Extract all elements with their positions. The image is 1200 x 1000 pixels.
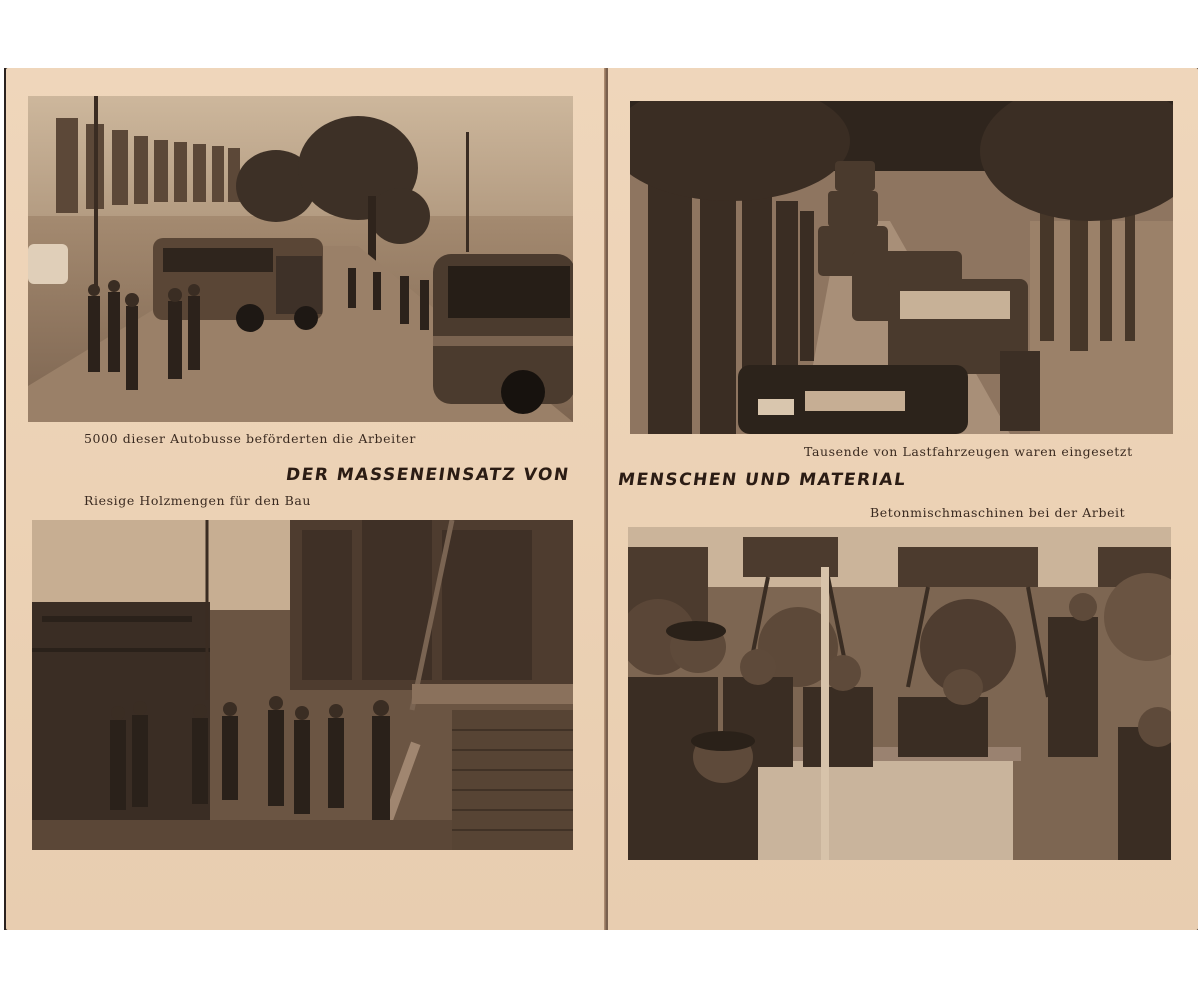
photo-trucks xyxy=(630,101,1173,434)
photo-buses xyxy=(28,96,573,422)
headline-part-2: MENSCHEN UND MATERIAL xyxy=(616,470,908,490)
headline-part-1: DER MASSENEINSATZ VON xyxy=(284,465,571,485)
caption-concrete: Betonmischmaschinen bei der Arbeit xyxy=(870,505,1126,520)
caption-trucks: Tausende von Lastfahrzeugen waren eingesetzt xyxy=(804,444,1133,459)
caption-buses: 5000 dieser Autobusse beförderten die Arbeiter xyxy=(84,431,416,446)
caption-timber: Riesige Holzmengen für den Bau xyxy=(84,493,312,508)
photo-concrete-mixers xyxy=(628,527,1171,860)
photo-timber xyxy=(32,520,573,850)
